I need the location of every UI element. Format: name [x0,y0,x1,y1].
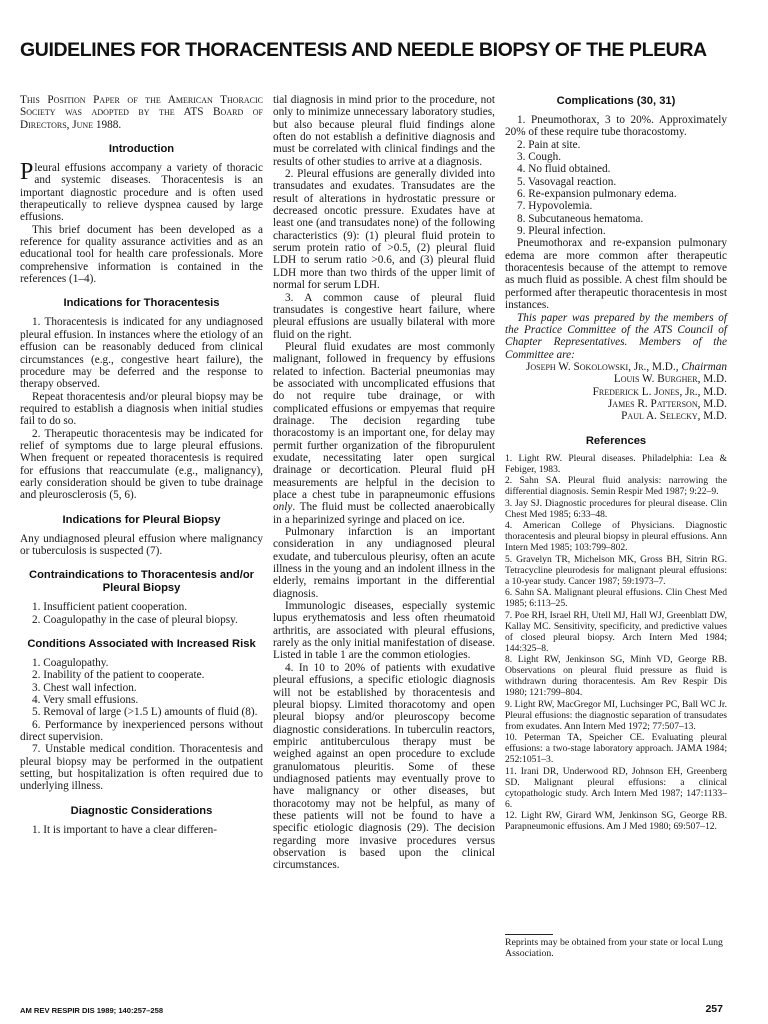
heart-failure-paragraph: 3. A common cause of pleural fluid transudates is congestive heart failure, where pleural effusions are usually bilateral with more fluid on the right. [273,291,495,341]
list-item: 1. Coagulopathy. [32,657,109,669]
committee-members [505,361,727,423]
column-1 [20,94,263,836]
list-item: 3. Cough. [517,151,562,164]
list-item: 5. Removal of large (>1.5 L) amounts of fluid (8). [32,706,258,719]
reference-item: 12. Light RW, Girard WM, Jenkinson SG, George RB. Parapneumonic effusions. Am J Med 1980; 69:507–12. [505,810,727,833]
list-item: 9. Pleural infection. [517,225,606,238]
page-number: 257 [705,1003,723,1015]
immunologic-paragraph: Immunologic diseases, especially systemic lupus erythematosis and less often rheumatoid arthritis, are associated with pleural effusions, rarely as the only initial manifestation of disease. Listed in table 1 are the common etiologies. [273,600,495,662]
exudates-text-b: . The fluid must be collected anaerobically in a heparinized syringe and placed on ice. [273,501,495,526]
list-item: 1. Pneumothorax, 3 to 20%. Approximately 20% of these require tube thoracostomy. [505,114,727,139]
heading-diagnostic-considerations: Diagnostic Considerations [70,804,213,817]
diagnostic-paragraph-1: 1. It is important to have a clear differen- [32,823,218,836]
list-item: 4. Very small effusions. [32,694,139,707]
member-role: Chairman [681,360,727,373]
heading-introduction: Introduction [108,143,175,156]
committee-member: Paul A. Selecky, M.D. [621,410,727,423]
heading-conditions-risk: Conditions Associated with Increased Risk [27,638,256,650]
list-item: 2. Coagulopathy in the case of pleural biopsy. [32,613,238,626]
list-item: 7. Unstable medical condition. Thoracentesis and pleural biopsy may be performed in the outpatient setting, but hospitalization is often required due to underlying illness. [20,743,263,793]
heading-contraindications: Contraindications to Thoracentesis and/or Pleural Biopsy [28,569,255,595]
intro-paragraph-2: This brief document has been developed as a reference for quality assurance activities and as an educational tool for health care professionals. More comprehensive information is contained in the references (1–4). [20,223,263,286]
list-item: 5. Vasovagal reaction. [517,175,617,188]
exudates-text-a: Pleural fluid exudates are most commonly malignant, followed in frequency by effusions related to infection. Bacterial pneumonias may be associated with uncomplicated effusions that do not require tube drainage, or with complicated effusions or empyemas that require drainage. The decision regarding tube thoracostomy is an important one, for delay may permit further organization of the fibropurulent exudate, necessitating later open surgical drainage or decortication. Pleural fluid pH measurements are helpful in the decision to place a chest tube in parapneumonic effusions [273,340,495,501]
exudates-paragraph [273,341,495,526]
complications-paragraph: Pneumothorax and re-expansion pulmonary edema are more common after therapeutic thoracentesis because of the attempt to remove as much fluid as possible. A chest film should be performed after therapeutic thoracentesis in most instances. [505,237,727,312]
list-item: 2. Inability of the patient to cooperate. [32,669,205,682]
journal-citation: AM REV RESPIR DIS 1989; 140:257–258 [20,1006,164,1015]
drop-cap: P [20,159,34,186]
list-item: 2. Pain at site. [517,138,581,151]
reference-item: 6. Sahn SA. Malignant pleural effusions. Clin Chest Med 1985; 6:113–25. [505,587,727,610]
reference-item: 1. Light RW. Pleural diseases. Philadelphia: Lea & Febiger, 1983. [505,452,727,475]
reference-item: 11. Irani DR, Underwood RD, Johnson EH, Greenberg SD. Malignant pleural effusions: a clinical cytopathologic study. Arch Intern Med 1987; 147:1133–6. [505,765,727,810]
list-item: 6. Re-expansion pulmonary edema. [517,188,677,201]
reference-item: 3. Jay SJ. Diagnostic procedures for pleural disease. Clin Chest Med 1985; 6:33–48. [505,497,727,520]
list-item: 1. Insufficient patient cooperation. [32,601,188,614]
column-2 [273,94,495,872]
indications-paragraph-3: 2. Therapeutic thoracentesis may be indicated for relief of symptoms due to large pleural effusions. When frequent or repeated thoracentesis is required for effusions that reaccumulate (e.g., malignancy), early consideration should be given to tube drainage and pleurosclerosis (5, 6). [20,427,263,502]
intro-paragraph-1-text: leural effusions accompany a variety of thoracic and systemic diseases. Thoracentesis is an important diagnostic procedure and is often used therapeutically to relieve dyspnea caused by large effusions. [20,162,263,224]
indications-paragraph-1: 1. Thoracentesis is indicated for any undiagnosed pleural effusion. In instances where the etiology of an effusion can be reasonably deduced from clinical circumstances (e.g., congestive heart failure), the procedure may be deferred and the response to therapy observed. [20,316,263,391]
reprints-footnote: Reprints may be obtained from your state or local Lung Association. [505,937,723,960]
heading-indications-biopsy: Indications for Pleural Biopsy [62,513,221,526]
complications-list [505,114,727,237]
reference-item: 5. Gravelyn TR, Michelson MK, Gross BH, Sitrin RG. Tetracycline pleurodesis for malignant pleural effusions: a 10-year study. Cancer 1987; 59:1973–7. [505,553,727,587]
list-item: 4. No fluid obtained. [517,163,611,176]
undiagnosed-paragraph: 4. In 10 to 20% of patients with exudative pleural effusions, a specific etiologic diagnosis will not be established by thoracentesis and pleural biopsy. Limited thoracotomy and open pleural biopsy and/or pleuroscopy become diagnostic considerations. In tuberculin reactors, empiric antituberculous therapy must be weighed against an open procedure to exclude granulomatous pleuritis. Some of these undiagnosed patients may eventually prove to have malignancy or other diseases, but thoracotomy may not be helpful, as many of these patients will not be found to have a specific etiologic diagnosis (29). The decision regarding more invasive procedures versus observation is based upon the clinical circumstances. [273,661,495,872]
heading-references: References [585,434,647,447]
paper-title: GUIDELINES FOR THORACENTESIS AND NEEDLE BIOPSY OF THE PLEURA [20,39,707,61]
footnote-divider [505,934,553,935]
conditions-list [20,657,263,793]
committee-member: Frederick L. Jones, Jr., M.D. [592,385,727,398]
reference-item: 7. Poe RH, Israel RH, Utell MJ, Hall WJ, Greenblatt DW, Kallay MC. Sensitivity, specificity, and predictive values of closed pleural biopsy. Arch Intern Med 1984; 144:325–8. [505,610,727,654]
reference-item: 8. Light RW, Jenkinson SG, Minh VD, George RB. Observations on pleural fluid pressure as fluid is withdrawn during thoracentesis. Am Rev Respir Dis 1980; 121:799–804. [505,654,727,699]
committee-member: Louis W. Burgher, M.D. [613,373,727,386]
member-name: Joseph W. Sokolowski, Jr., M.D., [525,360,679,373]
biopsy-paragraph: Any undiagnosed pleural effusion where malignancy or tuberculosis is suspected (7). [20,532,263,557]
prepared-by-statement: This paper was prepared by the members of the Practice Committee of the ATS Council of Chapter Representatives. Members of the Committee are: [505,311,727,361]
reference-item: 9. Light RW, MacGregor MI, Luchsinger PC, Ball WC Jr. Pleural effusions: the diagnostic separation of transudates from exudates. Ann Intern Med 1972; 77:507–13. [505,698,727,732]
list-item: 8. Subcutaneous hematoma. [517,212,644,225]
list-item: 7. Hypovolemia. [517,200,593,213]
reference-list [505,454,727,834]
list-item: 6. Performance by inexperienced persons without direct supervision. [20,718,263,744]
infarction-paragraph: Pulmonary infarction is an important consideration in any undiagnosed pleural exudate, and tuberculous pleurisy, often an acute illness in the young and an indolent illness in the elderly, remains important in the differential diagnosis. [273,526,495,600]
list-item: 3. Chest wall infection. [32,681,137,694]
reference-item: 10. Peterman TA, Speicher CE. Evaluating pleural effusions: a two-stage laboratory approach. JAMA 1984; 252:1051–3. [505,732,727,766]
heading-complications: Complications (30, 31) [556,95,676,107]
transudates-exudates-paragraph: 2. Pleural effusions are generally divided into transudates and exudates. Transudates are the result of alterations in hydrostatic pressure or decreased oncotic pressure. Exudates have at least one (and transudates none) of the following characteristics (9): (1) pleural fluid protein to serum protein ratio of >0.5, (2) pleural fluid LDH to serum ratio >0.6, and (3) pleural fluid LDH more than two thirds of the upper limit of normal for serum LDH. [273,168,495,292]
intro-paragraph-1 [20,159,263,224]
reference-item: 4. American College of Physicians. Diagnostic thoracentesis and pleural biopsy in pleural effusions. Ann Intern Med 1985; 103:799–802. [505,520,727,554]
diagnostic-paragraph-1-continued: tial diagnosis in mind prior to the procedure, not only to minimize unnecessary laboratory studies, but also because pleural fluid findings alone often do not establish a definitive diagnosis and must be correlated with clinical findings and the results of other studies to arrive at a diagnosis. [273,94,495,168]
column-3 [505,94,727,834]
heading-indications-thoracentesis: Indications for Thoracentesis [63,297,220,310]
adoption-statement: This Position Paper of the American Thoracic Society was adopted by the ATS Board of Directors, June 1988. [20,94,263,131]
reference-item: 2. Sahn SA. Pleural fluid analysis: narrowing the differential diagnosis. Semin Respir Med 1987; 9:22–9. [505,475,727,498]
committee-member [505,361,727,373]
indications-paragraph-2: Repeat thoracentesis and/or pleural biopsy may be required to establish a diagnosis when initial studies fail to do so. [20,390,263,428]
contraindications-list [20,601,263,626]
exudates-emphasis: only [273,501,293,514]
committee-member: James R. Patterson, M.D. [607,397,727,410]
